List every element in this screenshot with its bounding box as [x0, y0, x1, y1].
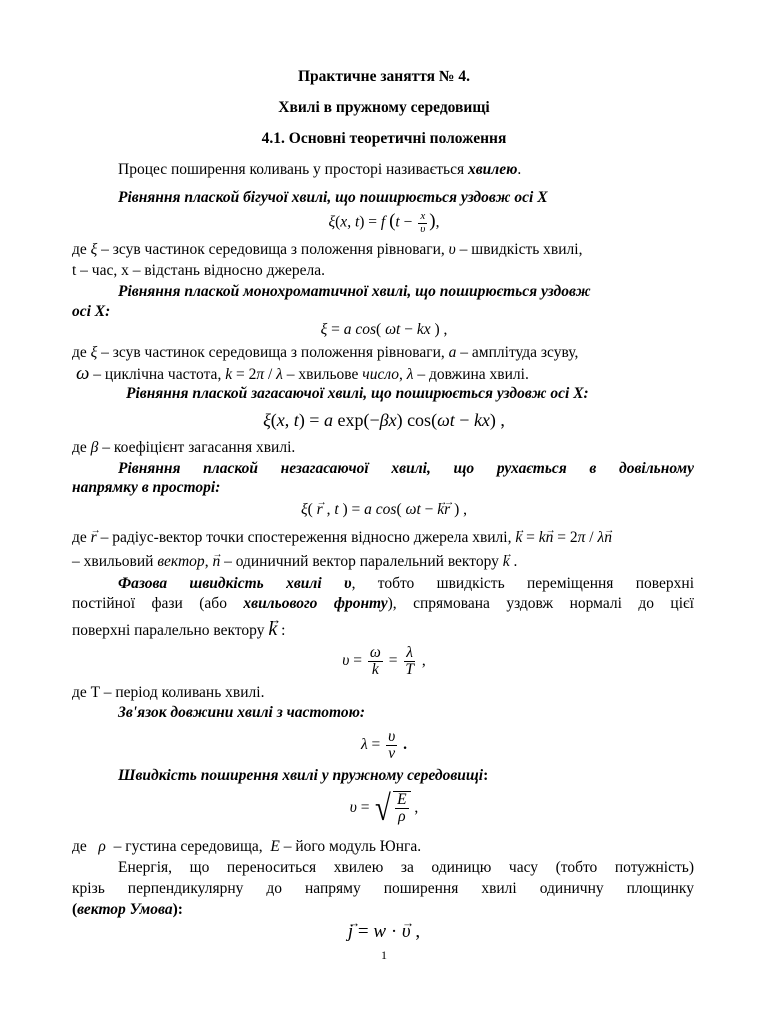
running-wave-desc-1: де ξ – зсув частинок середовища з положення рівноваги, υ – швидкість хвилі,	[72, 241, 583, 258]
phase-line-3: поверхні паралельно вектору → k :	[72, 619, 285, 641]
undamped-desc-1: де → r – радіус-вектор точки спостереження відносно джерела хвилі, → k = k→ n = 2π / λ→ n	[72, 528, 612, 548]
term-phase-velocity: Фазова швидкість хвилі	[118, 575, 322, 592]
mono-heading-2: осі X:	[72, 303, 111, 320]
running-wave-desc-2: t – час, x – відстань відносно джерела.	[72, 262, 325, 279]
energy-line-1: Енергія, що переноситься хвилею за одиницю часу (тобто потужність)	[118, 859, 694, 876]
formula-running-wave: ξ(x, t) = f (t − $\frac{x}{\upsilon}$ ),	[328, 210, 440, 235]
page-title: Практичне заняття № 4.	[298, 68, 470, 85]
damped-heading: Рівняння плаской загасаючої хвилі, що поширюється уздовж осі X:	[126, 385, 589, 402]
mono-desc-1: де ξ – зсув частинок середовища з положення рівноваги, a – амплітуда зсуву,	[72, 344, 579, 361]
phase-line-1: Фазова швидкість хвилі υ, тобто швидкість переміщення поверхні	[118, 575, 695, 592]
formula-phase-velocity: υ = $\frac{\omega}{k}$ = $\frac{\lambda}{T}$ ,	[342, 643, 426, 678]
term-wave-front: хвильового фронту	[243, 595, 388, 612]
term-wave: хвилею	[467, 161, 518, 178]
relation-heading: Зв'язок довжини хвилі з частотою:	[118, 704, 366, 721]
elastic-desc: де ρ – густина середовища, E – його модуль Юнга.	[72, 838, 422, 855]
formula-mono-wave: ξ = a cos( ωt − kx ) ,	[320, 321, 448, 338]
energy-line-2: крізь перпендикулярну до напряму поширення хвилі одиничну площинку	[72, 880, 694, 897]
damped-desc: де β – коефіцієнт загасання хвилі.	[72, 439, 296, 456]
section-heading: 4.1. Основні теоретичні положення	[261, 130, 507, 147]
formula-damped-wave: ξ(x, t) = a exp(−βx) cos(ωt − kx) ,	[263, 410, 505, 430]
formula-wavelength: λ = $\frac{\upsilon}{\nu}$ .	[360, 727, 408, 762]
undamped-heading-1: Рівняння плаской незагасаючої хвилі, що рухається в довільному	[118, 460, 694, 477]
formula-umov-vector: → j = w · → υ ,	[0, 922, 768, 942]
page-number: 1	[381, 948, 387, 962]
plane-running-heading: Рівняння плаской бігучої хвилі, що поширюється уздовж осі X	[118, 189, 548, 206]
page-subtitle: Хвилі в пружному середовищі	[278, 99, 490, 116]
undamped-heading-2: напрямку в просторі:	[72, 479, 221, 496]
mono-desc-2: ω – циклічна частота, k = 2π / λ – хвильове число, λ – довжина хвилі.	[76, 363, 529, 384]
energy-line-3: (вектор Умова):	[72, 901, 183, 918]
phase-desc: де T – період коливань хвилі.	[72, 684, 265, 701]
formula-elastic-velocity: υ = √ $\frac{E}{\rho}$ ,	[349, 788, 419, 829]
undamped-desc-2: – хвильовий вектор, → n – одиничний вектор паралельний вектору → k .	[72, 552, 517, 572]
mono-heading-1: Рівняння плаской монохроматичної хвилі, що поширюється уздовж	[118, 283, 591, 300]
term-umov-vector: вектор Умова	[77, 901, 173, 918]
formula-undamped-wave: ξ( → r , t ) = a cos( ωt − → k→ r ) ,	[0, 500, 768, 520]
phase-line-2: постійної фази (або хвильового фронту), спрямована уздовж нормалі до цієї	[72, 595, 694, 612]
intro-paragraph: Процес поширення коливань у просторі називається хвилею.	[118, 161, 522, 178]
elastic-heading: Швидкість поширення хвилі у пружному середовищі:	[118, 767, 489, 784]
